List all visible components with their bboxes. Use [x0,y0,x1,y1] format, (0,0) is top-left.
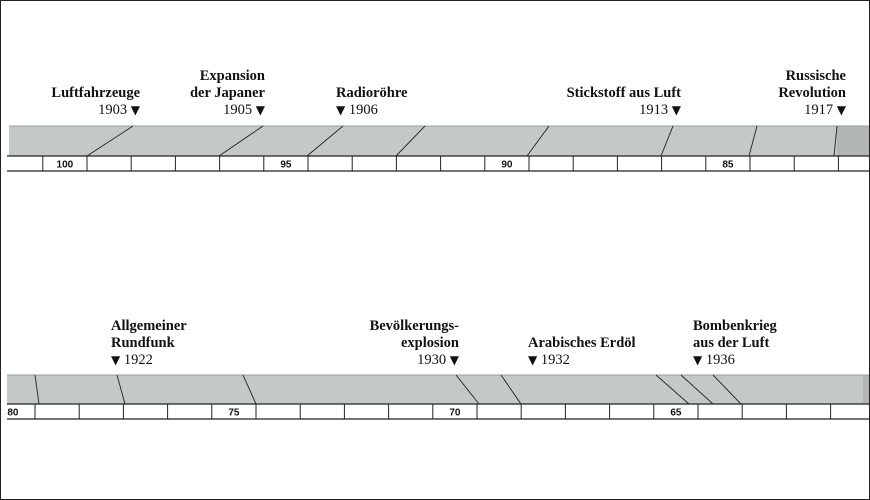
event-year: 1905 [223,102,253,118]
event-year: 1936 [705,352,735,368]
event-label-line2: aus der Luft [693,335,770,351]
down-triangle-icon: ▼ [255,103,265,117]
event-label-line1: Russische [785,68,846,84]
event-arabisches-erdoel [528,335,636,369]
bottom-scale-label: 80 [7,407,19,419]
top-scale-row [7,156,869,171]
event-label-line1: Bombenkrieg [693,318,777,334]
event-label-line1: Allgemeiner [111,318,187,334]
event-radioroehre [336,85,407,119]
bottom-scale-label: 75 [228,407,240,419]
event-bombenkrieg [693,318,777,369]
event-expansion-japaner [190,68,265,119]
down-triangle-icon: ▼ [671,103,681,117]
event-russische-revolution [778,68,846,119]
down-triangle-icon: ▼ [693,353,703,367]
bottom-scale-label: 65 [670,407,682,419]
event-label-line2: explosion [400,335,459,351]
down-triangle-icon: ▼ [336,103,346,117]
event-label-line2: der Japaner [189,85,265,101]
event-year: 1932 [540,352,570,368]
down-triangle-icon: ▼ [111,353,121,367]
bottom-band-end [863,375,869,404]
top-scale-label: 90 [501,159,513,171]
event-label-line2: Rundfunk [111,335,175,351]
event-label: Radioröhre [336,85,408,101]
bottom-scale-label: 70 [449,407,461,419]
event-label-line2: Revolution [778,85,846,101]
bottom-band [7,375,869,404]
event-allgemeiner-rundfunk [111,318,187,369]
event-luftfahrzeuge [51,85,140,119]
down-triangle-icon: ▼ [836,103,846,117]
top-band [9,126,869,156]
bottom-scale-row [7,404,869,419]
top-scale-label: 95 [280,159,292,171]
top-scale-label: 85 [722,159,734,171]
down-triangle-icon: ▼ [528,353,538,367]
event-year: 1917 [804,102,834,118]
event-label: Stickstoff aus Luft [566,85,681,101]
event-year: 1913 [639,102,669,118]
event-bevoelkerungsexplosion [370,318,459,369]
event-year: 1922 [123,352,153,368]
event-stickstoff [567,85,681,119]
event-label-line1: Expansion [199,68,265,84]
event-year: 1903 [98,102,128,118]
top-scale-label: 100 [56,159,74,171]
event-year: 1906 [348,102,378,118]
down-triangle-icon: ▼ [449,353,459,367]
event-year: 1930 [417,352,447,368]
event-label: Luftfahrzeuge [51,85,140,101]
event-label: Arabisches Erdöl [528,335,636,351]
top-band-end [837,126,869,156]
down-triangle-icon: ▼ [130,103,140,117]
event-label-line1: Bevölkerungs- [369,318,459,334]
